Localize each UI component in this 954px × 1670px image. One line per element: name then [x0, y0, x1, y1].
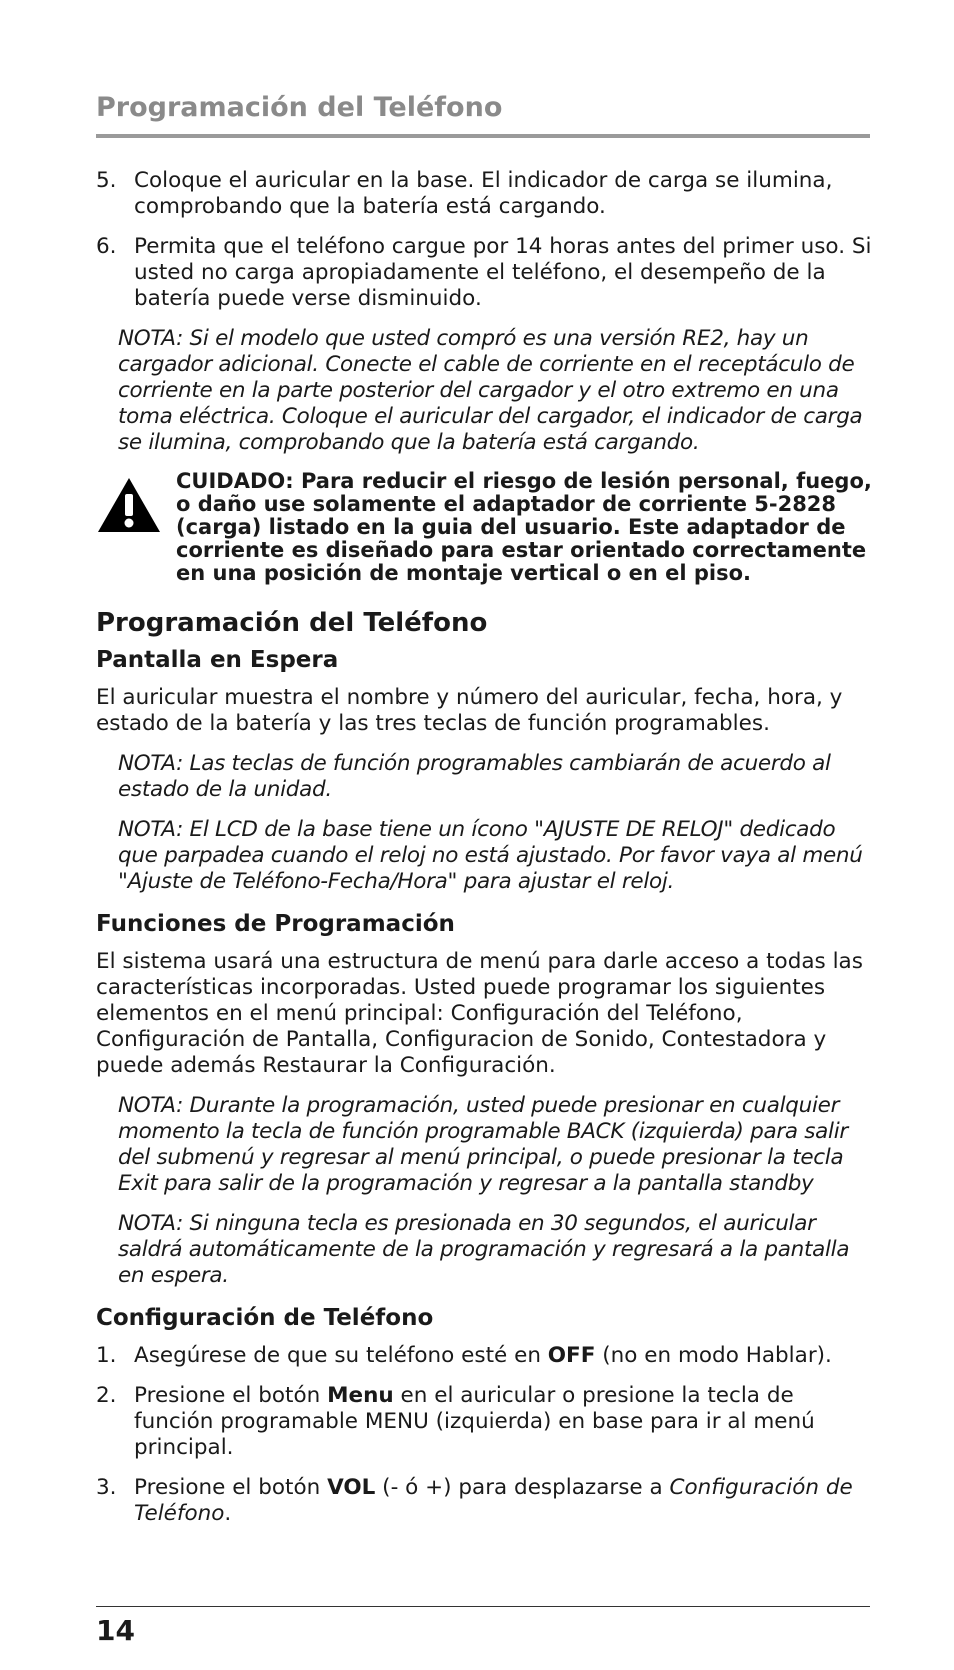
step-text: Coloque el auricular en la base. El indicador de carga se ilumina, comprobando que la batería está cargando.: [134, 168, 833, 219]
step-text: Presione el botón Menu en el auricular o presione la tecla de función programable MENU (izquierda) en base para ir al menú principal.: [134, 1383, 815, 1460]
list-item: [96, 234, 876, 312]
note-back-key: NOTA: Durante la programación, usted puede presionar en cualquier momento la tecla de función programable BACK (izquierda) para salir del submenú y regresar al menú principal, o puede presionar la tecla Exit para salir de la programación y regresar a la pantalla standby: [118, 1093, 848, 1196]
caution-text: CUIDADO: Para reducir el riesgo de lesión personal, fuego, o daño use solamente el adaptador de corriente 5-2828 (carga) listado en la guia del usuario. Este adaptador de corriente es diseñado para estar orientado correctamente en una posición de montaje vertical o en el piso.: [176, 469, 872, 585]
note-re2-charger: NOTA: Si el modelo que usted compró es una versión RE2, hay un cargador adicional. Conecte el cable de corriente en el receptáculo de corriente en la parte posterior del cargador y el otro extremo en una toma eléctrica. Coloque el auricular del cargador, el indicador de carga se ilumina, comprobando que la batería está cargando.: [118, 326, 863, 455]
list-item: [96, 168, 876, 220]
subsection-title-functions: Funciones de Programación: [96, 911, 455, 937]
list-item: [96, 1343, 876, 1369]
note-clock-icon: NOTA: El LCD de la base tiene un ícono "AJUSTE DE RELOJ" dedicado que parpadea cuando el reloj no está ajustado. Por favor vaya al menú "Ajuste de Teléfono-Fecha/Hora" para ajustar el reloj.: [118, 817, 863, 894]
header-divider: [96, 134, 870, 138]
subsection-title-standby: Pantalla en Espera: [96, 647, 339, 673]
step-text: Presione el botón VOL (- ó +) para desplazarse a Configuración de Teléfono.: [134, 1475, 853, 1526]
functions-body: El sistema usará una estructura de menú para darle acceso a todas las características incorporadas. Usted puede programar los siguientes elementos en el menú principal: Configuración del Teléfono, Configuración de Pantalla, Configuracion de Sonido, Contestadora y puede además Restaurar la Configuración.: [96, 949, 863, 1078]
list-item: [96, 1383, 876, 1461]
note-timeout: NOTA: Si ninguna tecla es presionada en 30 segundos, el auricular saldrá automáticamente de la programación y regresará a la pantalla en espera.: [118, 1211, 850, 1288]
footer-divider: [96, 1606, 870, 1607]
step-number: 3.: [96, 1475, 117, 1500]
step-number: 1.: [96, 1343, 117, 1368]
page-number: 14: [96, 1614, 135, 1647]
step-number: 5.: [96, 168, 117, 193]
standby-body: El auricular muestra el nombre y número del auricular, fecha, hora, y estado de la batería y las tres teclas de función programables.: [96, 685, 843, 736]
caution-block: [96, 470, 876, 585]
subsection-title-config: Configuración de Teléfono: [96, 1305, 434, 1331]
list-item: [96, 1475, 876, 1527]
note-soft-keys: NOTA: Las teclas de función programables cambiarán de acuerdo al estado de la unidad.: [118, 751, 831, 802]
step-text: Permita que el teléfono cargue por 14 horas antes del primer uso. Si usted no carga apropiadamente el teléfono, el desempeño de la batería puede verse disminuido.: [134, 234, 872, 311]
step-number: 2.: [96, 1383, 117, 1408]
page-content: [96, 168, 876, 1541]
step-text: Asegúrese de que su teléfono esté en OFF (no en modo Hablar).: [134, 1343, 832, 1368]
section-title: Programación del Teléfono: [96, 608, 488, 638]
warning-triangle-icon: [96, 470, 176, 585]
step-number: 6.: [96, 234, 117, 259]
running-header: Programación del Teléfono: [96, 92, 503, 123]
